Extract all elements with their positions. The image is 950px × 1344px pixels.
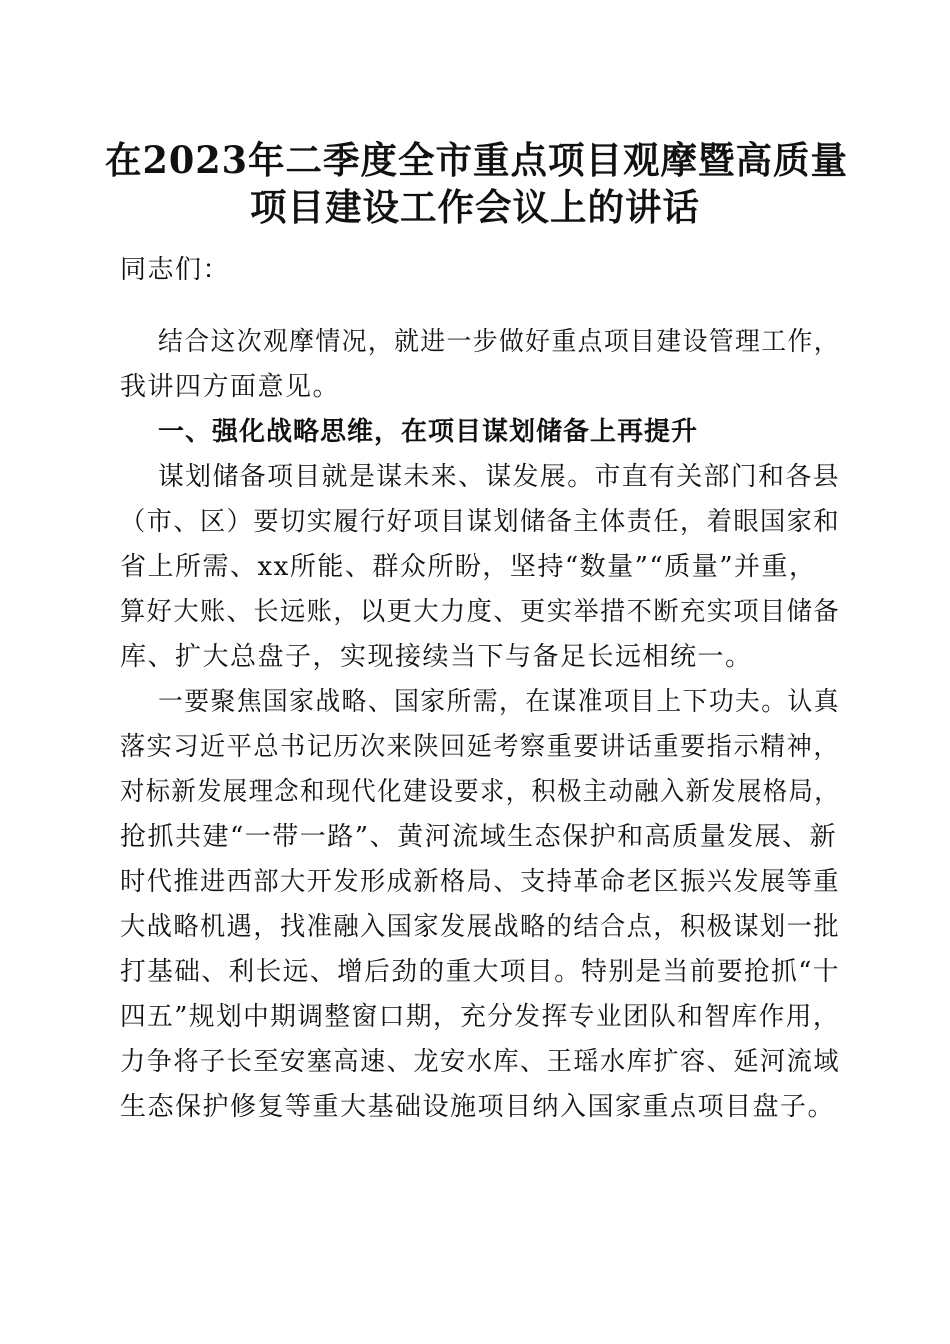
section-heading: 一、强化战略思维，在项目谋划储备上再提升: [158, 417, 699, 447]
paragraph-line: 大战略机遇，找准融入国家发展战略的结合点，积极谋划一批: [120, 912, 841, 942]
paragraph-line: 落实习近平总书记历次来陕回延考察重要讲话重要指示精神，: [120, 732, 841, 762]
paragraph-line: 生态保护修复等重大基础设施项目纳入国家重点项目盘子。: [120, 1092, 836, 1122]
paragraph-line: 算好大账、长远账，以更大力度、更实举措不断充实项目储备: [120, 597, 841, 627]
paragraph-line: 省上所需、xx所能、群众所盼，坚持“数量”“质量”并重，: [120, 552, 817, 582]
salutation: 同志们：: [120, 255, 231, 285]
document-title-line-1: 在2023年二季度全市重点项目观摩暨高质量: [104, 138, 848, 182]
paragraph-line: 一要聚焦国家战略、国家所需，在谋准项目上下功夫。认真: [158, 687, 840, 717]
document-title-line-2: 项目建设工作会议上的讲话: [250, 185, 700, 229]
paragraph-line: 时代推进西部大开发形成新格局、支持革命老区振兴发展等重: [120, 867, 841, 897]
paragraph-line: 力争将子长至安塞高速、龙安水库、王瑶水库扩容、延河流域: [120, 1047, 841, 1077]
paragraph-line: （市、区）要切实履行好项目谋划储备主体责任，着眼国家和: [120, 507, 841, 537]
paragraph-line: 结合这次观摩情况，就进一步做好重点项目建设管理工作，: [158, 327, 840, 357]
paragraph-line: 抢抓共建“一带一路”、黄河流域生态保护和高质量发展、新: [120, 822, 838, 852]
paragraph-line: 库、扩大总盘子，实现接续当下与备足长远相统一。: [120, 642, 753, 672]
paragraph-line: 打基础、利长远、增后劲的重大项目。特别是当前要抢抓“十: [120, 957, 841, 987]
paragraph-line: 四五”规划中期调整窗口期，充分发挥专业团队和智库作用，: [120, 1002, 841, 1032]
paragraph-line: 对标新发展理念和现代化建设要求，积极主动融入新发展格局，: [120, 777, 840, 807]
paragraph-line: 谋划储备项目就是谋未来、谋发展。市直有关部门和各县: [158, 462, 841, 492]
paragraph-line: 我讲四方面意见。: [120, 372, 341, 402]
